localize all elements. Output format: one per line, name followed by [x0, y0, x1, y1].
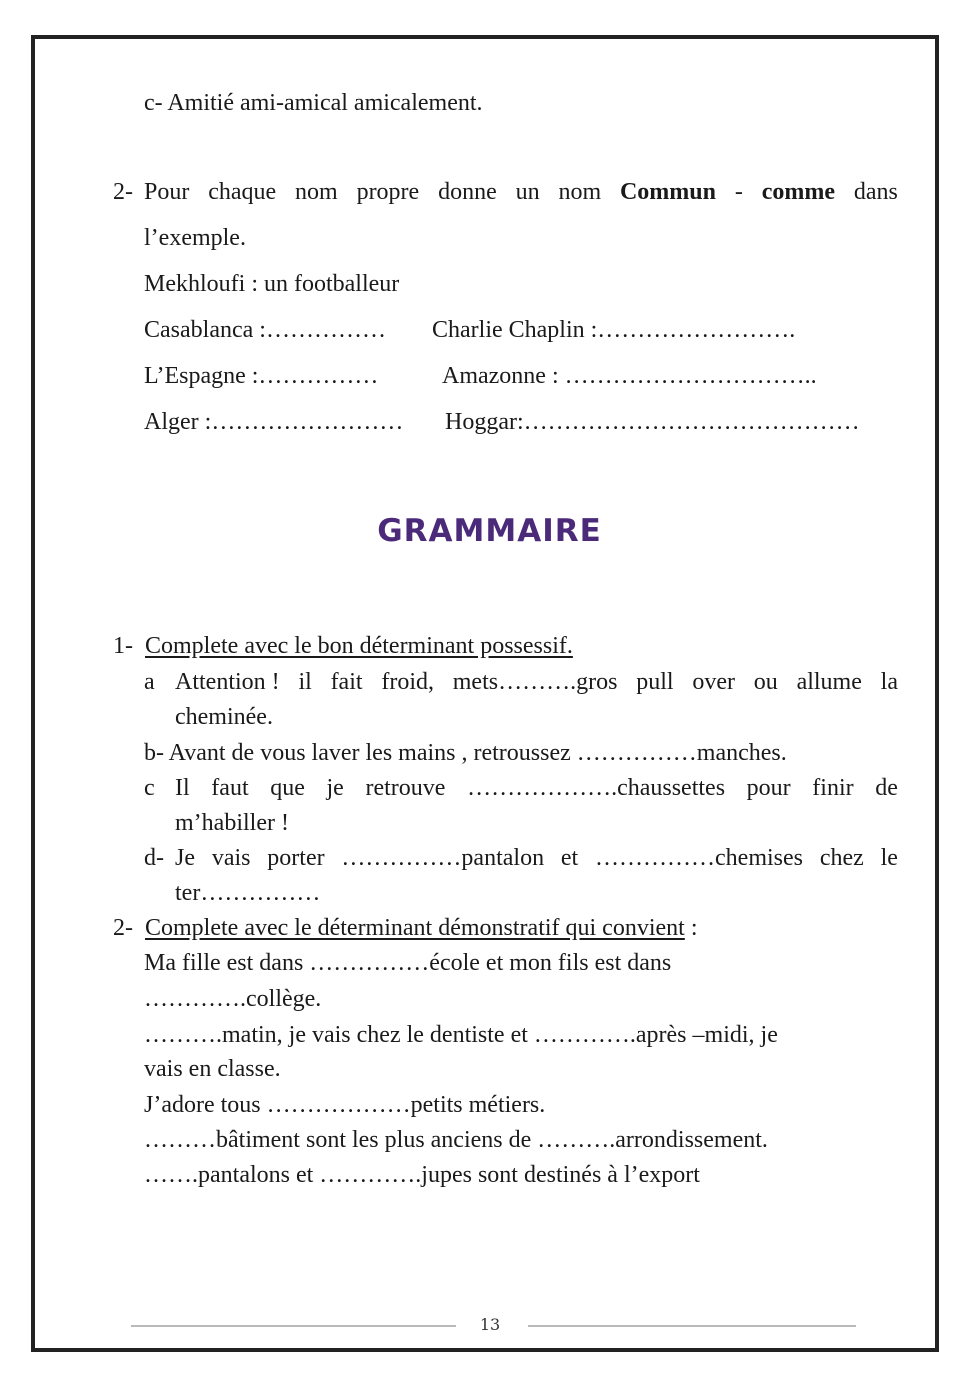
- blank-left-1: Casablanca :……………: [144, 317, 386, 343]
- item-a-text: [175, 667, 898, 697]
- item-c-cont: m’habiller !: [175, 810, 289, 836]
- word: fait: [330, 669, 363, 695]
- item-a-cont: cheminée.: [175, 704, 273, 730]
- item-d-text: [175, 843, 898, 873]
- word: pull: [636, 669, 674, 695]
- footer-rule-left: [131, 1325, 456, 1327]
- word: Pour: [144, 179, 190, 205]
- word: froid,: [381, 669, 434, 695]
- exercise-2-instruction-cont: l’exemple.: [144, 225, 246, 251]
- word: Il: [175, 775, 190, 801]
- blank-right-3: Hoggar:……………………………………: [445, 409, 860, 435]
- word: allume: [796, 669, 862, 695]
- word: que: [270, 775, 305, 801]
- demonstrative-line: vais en classe.: [144, 1056, 281, 1082]
- word: la: [880, 669, 898, 695]
- word: dans: [853, 179, 898, 205]
- item-c-letter: c: [144, 775, 155, 801]
- item-d-letter: d-: [144, 845, 164, 871]
- blank-right-1: Charlie Chaplin :…………………….: [432, 317, 796, 343]
- line-c: c- Amitié ami-amical amicalement.: [144, 90, 483, 116]
- item-a-letter: a: [144, 669, 155, 695]
- grammar-1-title: Complete avec le bon déterminant possessif.: [145, 633, 573, 659]
- demonstrative-line: ………bâtiment sont les plus anciens de ……….arrondissement.: [144, 1127, 768, 1153]
- word: faut: [211, 775, 249, 801]
- demonstrative-line: ……….matin, je vais chez le dentiste et ………….après –midi, je: [144, 1022, 778, 1048]
- word: porter: [267, 845, 325, 871]
- demonstrative-line: ………….collège.: [144, 986, 322, 1012]
- word: ou: [753, 669, 778, 695]
- grammar-2-title-suffix: :: [684, 915, 698, 941]
- blank-left-2: L’Espagne :……………: [144, 363, 379, 389]
- blank-right-2: Amazonne : …………………………..: [442, 363, 817, 389]
- blank-left-3: Alger :……………………: [144, 409, 404, 435]
- word: ……………pantalon: [341, 845, 545, 871]
- word: finir: [812, 775, 854, 801]
- demonstrative-line: Ma fille est dans ……………école et mon fils est dans: [144, 950, 672, 976]
- word: retrouve: [365, 775, 446, 801]
- word: il: [298, 669, 312, 695]
- word: propre: [356, 179, 420, 205]
- word-bold: comme: [761, 179, 835, 205]
- demonstrative-line: J’adore tous ………………petits métiers.: [144, 1092, 546, 1118]
- grammar-2-number: 2-: [113, 915, 133, 941]
- exercise-2-number: 2-: [113, 179, 133, 205]
- word: chaque: [208, 179, 277, 205]
- demonstrative-line: …….pantalons et ………….jupes sont destinés à l’export: [144, 1162, 700, 1188]
- item-c-text: [175, 773, 898, 803]
- exercise-2-example: Mekhloufi : un footballeur: [144, 271, 400, 297]
- grammar-1-number: 1-: [113, 633, 133, 659]
- word: nom: [295, 179, 338, 205]
- word: pour: [746, 775, 791, 801]
- word: je: [326, 775, 344, 801]
- word: Attention !: [175, 669, 280, 695]
- page-number: 13: [479, 1315, 501, 1334]
- word: donne: [438, 179, 497, 205]
- word: over: [692, 669, 735, 695]
- word: vais: [211, 845, 251, 871]
- word: le: [880, 845, 898, 871]
- word: -: [734, 179, 743, 205]
- word: Je: [175, 845, 195, 871]
- grammar-2-title-wrap: [145, 913, 698, 943]
- word: ……………chemises: [595, 845, 803, 871]
- word: mets……….gros: [452, 669, 618, 695]
- footer-rule-right: [528, 1325, 856, 1327]
- item-d-cont: ter……………: [175, 880, 321, 906]
- exercise-2-instruction: [144, 177, 898, 207]
- word: nom: [558, 179, 602, 205]
- item-b-text: b- Avant de vous laver les mains , retroussez ……………manches.: [144, 740, 787, 766]
- word: de: [875, 775, 898, 801]
- word-bold: Commun: [619, 179, 716, 205]
- word: ……………….chaussettes: [467, 775, 726, 801]
- word: chez: [819, 845, 864, 871]
- word: un: [515, 179, 540, 205]
- section-heading: GRAMMAIRE: [377, 513, 602, 549]
- word: et: [560, 845, 579, 871]
- grammar-2-title: Complete avec le déterminant démonstratif qui convient: [145, 915, 685, 941]
